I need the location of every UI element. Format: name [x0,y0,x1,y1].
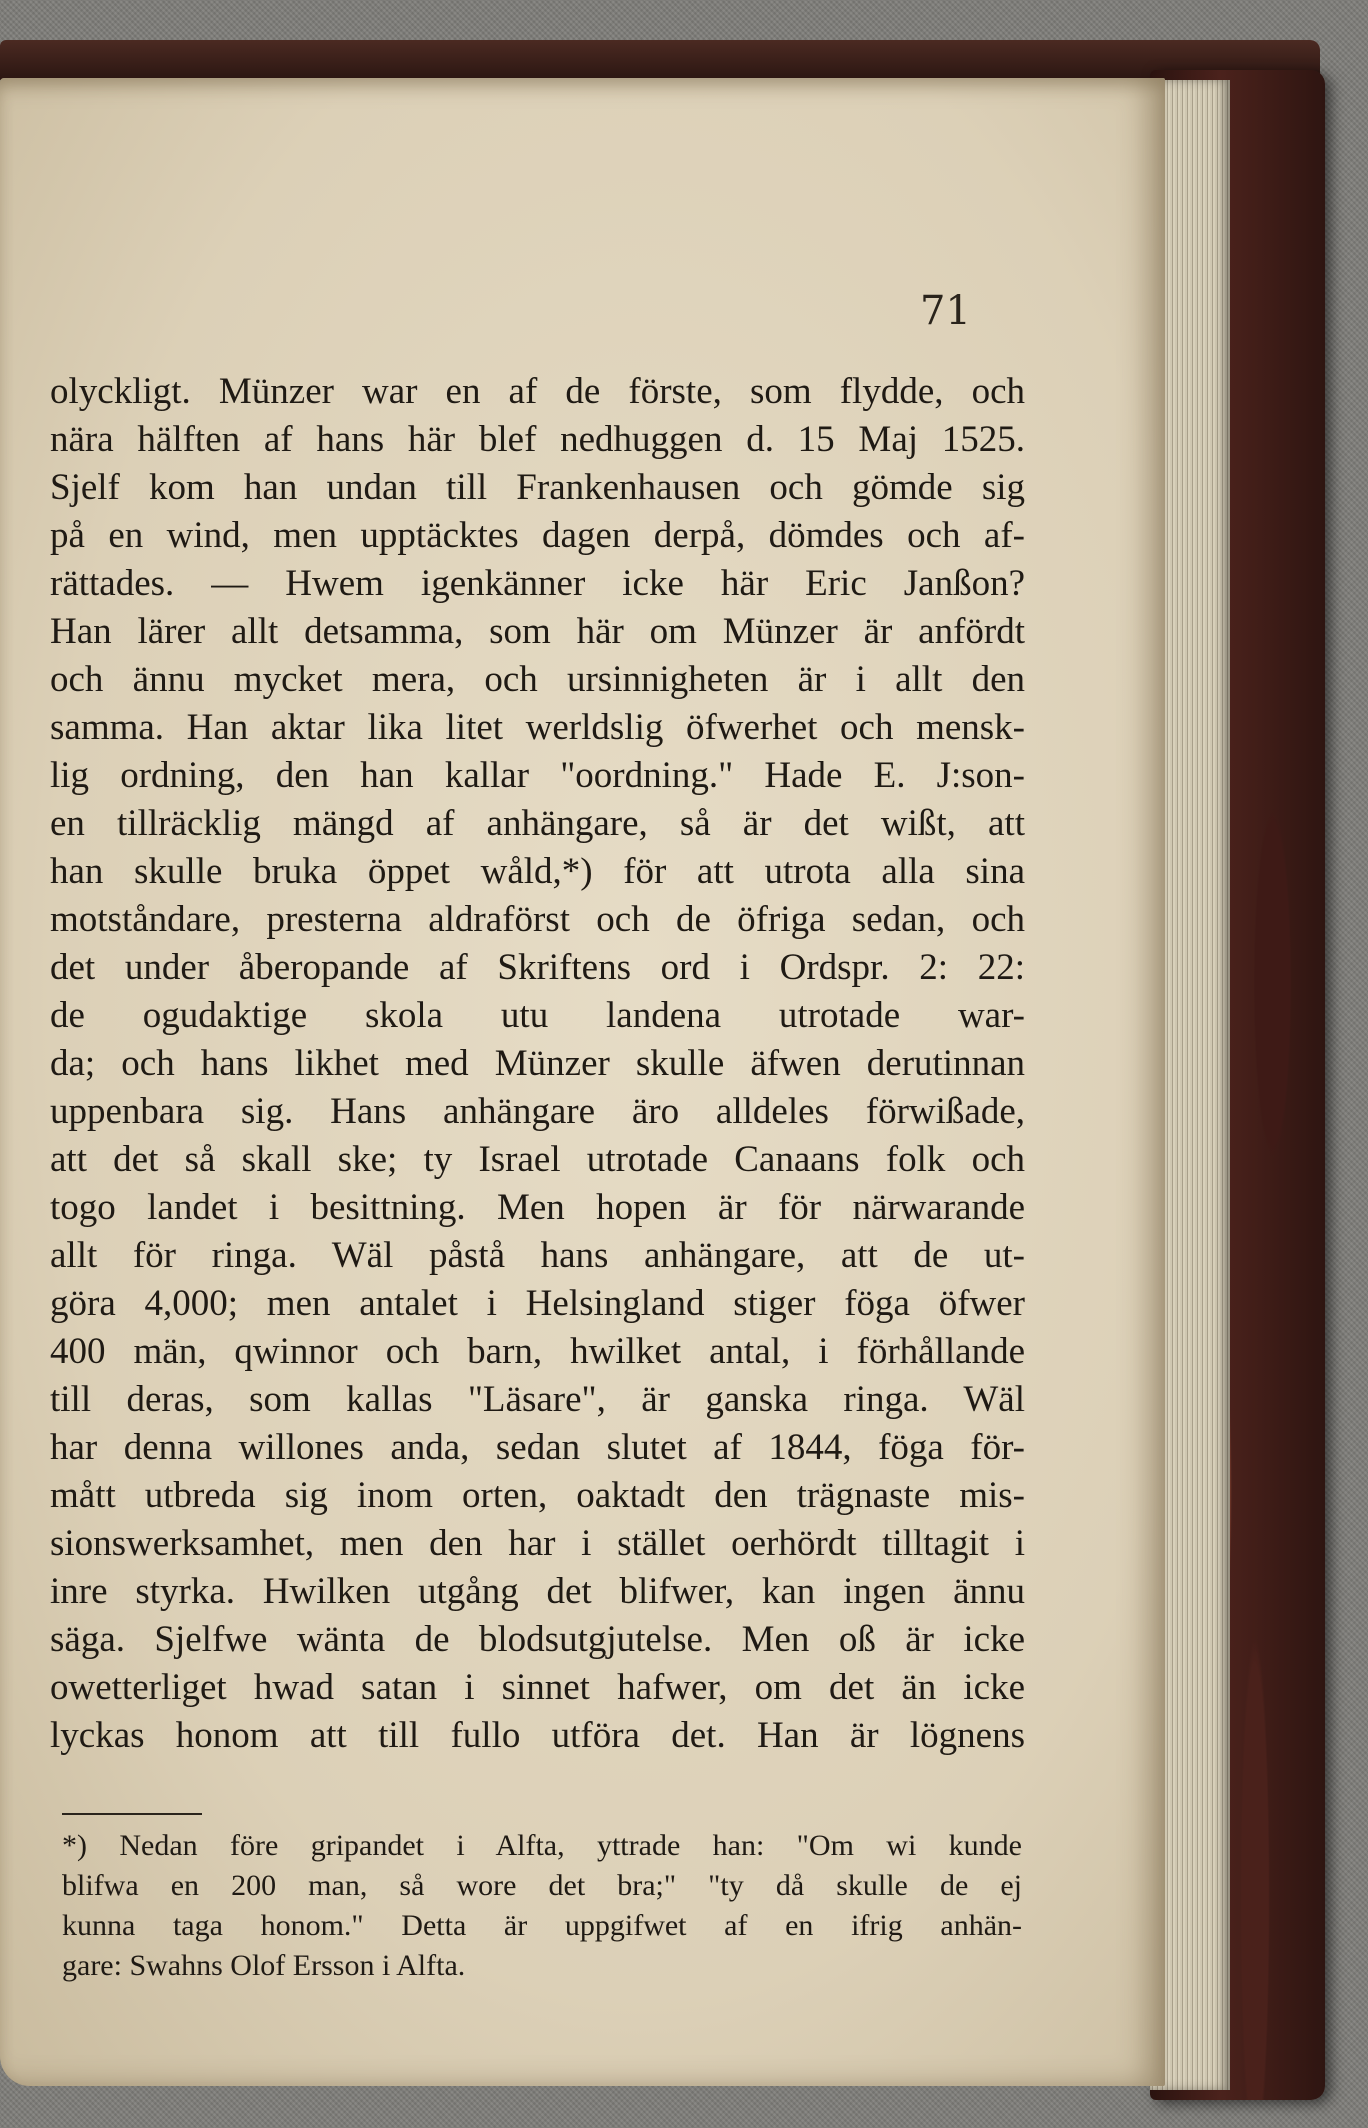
body-text [50,368,1025,1760]
book-page [0,78,1165,2086]
footnote-line: blifwa en 200 man, så wore det bra;" "ty då skulle de ej [62,1869,1022,1902]
text-line: togo landet i besittning. Men hopen är för närwarande [50,1187,1025,1228]
book-cover-top [0,40,1320,80]
text-line: olyckligt. Münzer war en af de förste, som flydde, och [50,371,1025,412]
text-line: till deras, som kallas "Läsare", är ganska ringa. Wäl [50,1379,1025,1420]
text-line: han skulle bruka öppet wåld,*) för att utrota alla sina [50,851,1025,892]
text-line: mått utbreda sig inom orten, oaktadt den trägnaste mis- [50,1475,1025,1516]
text-line: Sjelf kom han undan till Frankenhausen och gömde sig [50,467,1025,508]
text-line: inre styrka. Hwilken utgång det blifwer, kan ingen ännu [50,1571,1025,1612]
text-line: nära hälften af hans här blef nedhuggen d. 15 Maj 1525. [50,419,1025,460]
footnote-divider [62,1813,202,1815]
text-line: sionswerksamhet, men den har i stället oerhördt tilltagit i [50,1523,1025,1564]
text-line: har denna willones anda, sedan slutet af 1844, föga för- [50,1427,1025,1468]
footnote-line: *) Nedan före gripandet i Alfta, yttrade han: "Om wi kunde [62,1829,1022,1862]
text-line: på en wind, men upptäcktes dagen derpå, dömdes och af- [50,515,1025,556]
footnote [62,1826,1022,1986]
text-line: samma. Han aktar lika litet werldslig öfwerhet och mensk- [50,707,1025,748]
text-line: de ogudaktige skola utu landena utrotade war- [50,995,1025,1036]
footnote-line: kunna taga honom." Detta är uppgifwet af en ifrig anhän- [62,1909,1022,1942]
text-line: lig ordning, den han kallar "oordning." Hade E. J:son- [50,755,1025,796]
text-line: lyckas honom att till fullo utföra det. Han är lögnens [50,1715,1025,1756]
text-line: Han lärer allt detsamma, som här om Münzer är anfördt [50,611,1025,652]
text-line: en tillräcklig mängd af anhängare, så är det wißt, att [50,803,1025,844]
text-line: att det så skall ske; ty Israel utrotade Canaans folk och [50,1139,1025,1180]
text-line: uppenbara sig. Hans anhängare äro alldeles förwißade, [50,1091,1025,1132]
text-line: göra 4,000; men antalet i Helsingland stiger föga öfwer [50,1283,1025,1324]
text-line: motståndare, presterna aldraförst och de öfriga sedan, och [50,899,1025,940]
footnote-line: gare: Swahns Olof Ersson i Alfta. [62,1949,466,1982]
text-line: det under åberopande af Skriftens ord i Ordspr. 2: 22: [50,947,1025,988]
text-line: säga. Sjelfwe wänta de blodsutgjutelse. Men oß är icke [50,1619,1025,1660]
text-line: rättades. — Hwem igenkänner icke här Eric Janßon? [50,563,1025,604]
text-line: owetterliget hwad satan i sinnet hafwer, om det än icke [50,1667,1025,1708]
text-line: och ännu mycket mera, och ursinnigheten är i allt den [50,659,1025,700]
text-line: allt för ringa. Wäl påstå hans anhängare, att de ut- [50,1235,1025,1276]
page-number: 71 [920,288,971,334]
text-line: da; och hans likhet med Münzer skulle äfwen derutinnan [50,1043,1025,1084]
text-line: 400 män, qwinnor och barn, hwilket antal, i förhållande [50,1331,1025,1372]
